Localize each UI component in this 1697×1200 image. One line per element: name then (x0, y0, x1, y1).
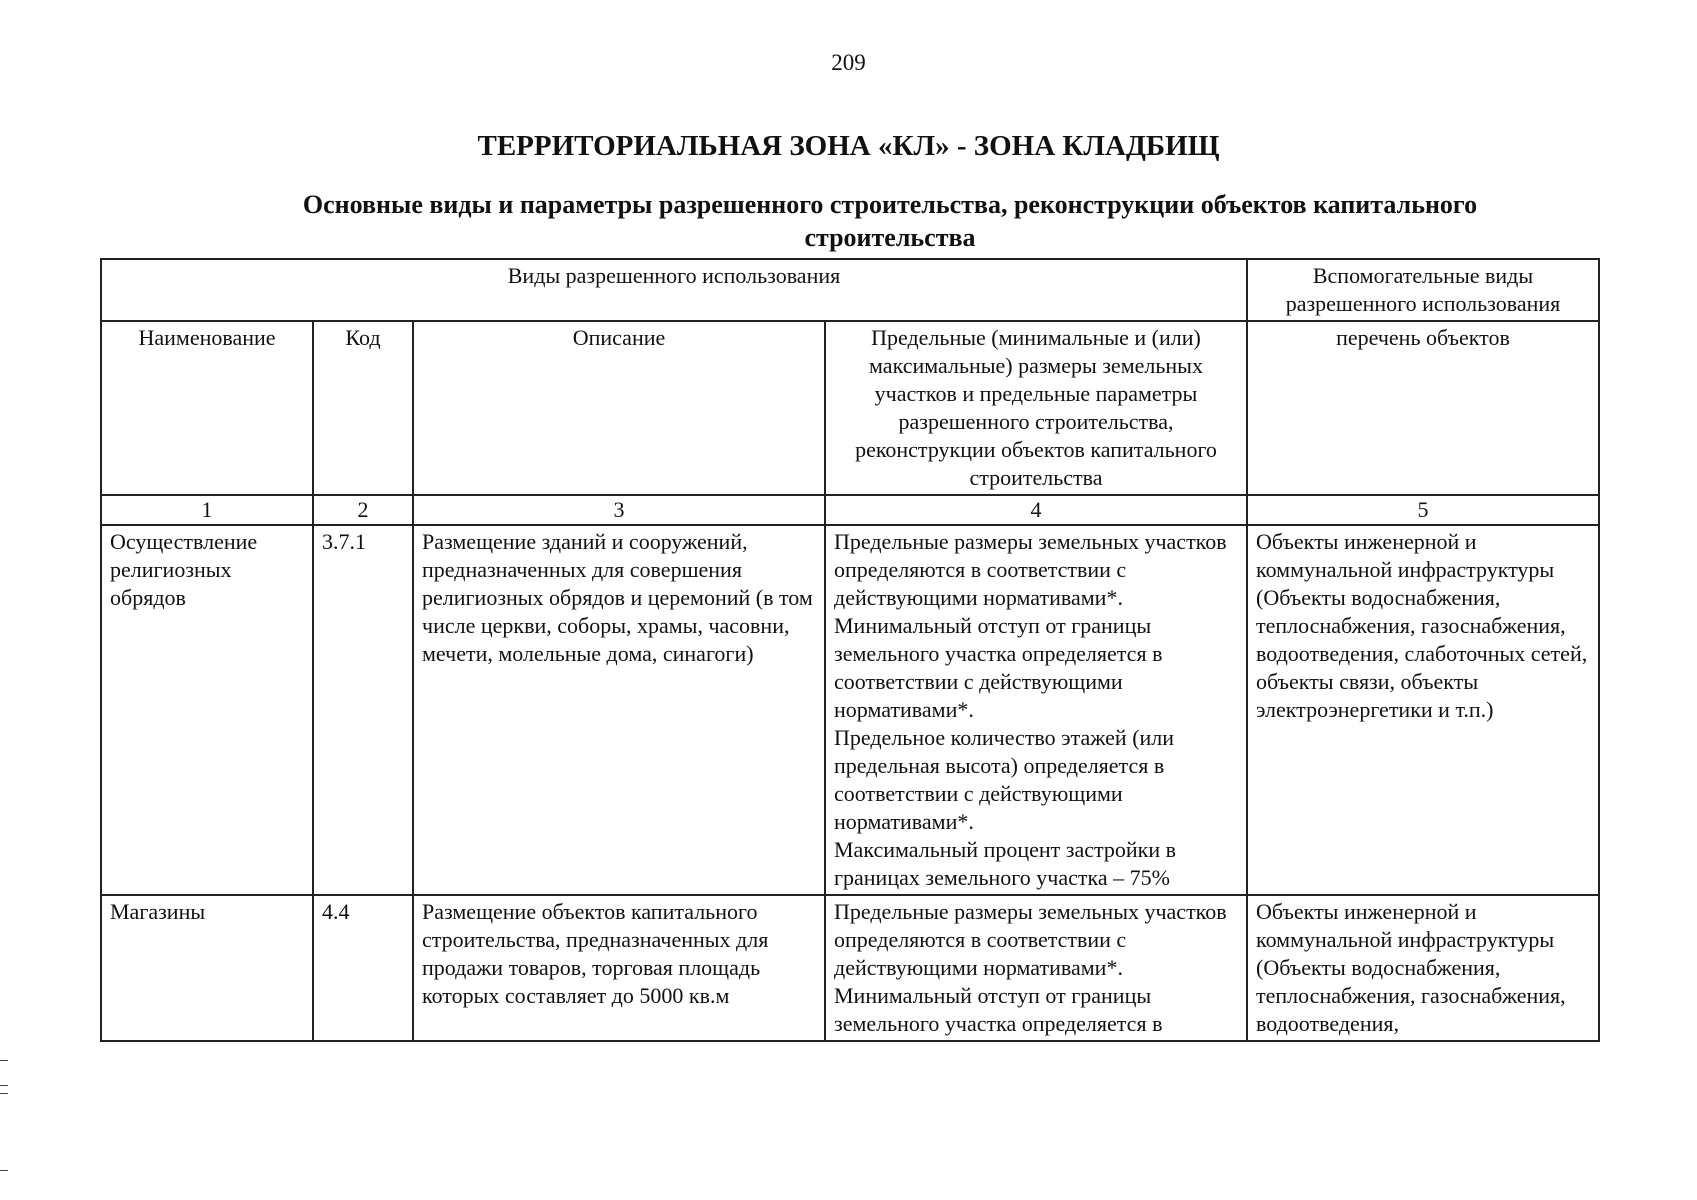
table-row (101, 895, 1599, 1041)
col-number: 1 (101, 495, 313, 525)
table-row (101, 525, 1599, 895)
row-description: Размещение зданий и сооружений, предназначенных для совершения религиозных обрядов и церемоний (в том числе церкви, соборы, храмы, часовни, мечети, молельные дома, синагоги) (413, 525, 825, 895)
group-header-main: Виды разрешенного использования (101, 259, 1247, 321)
col-header-name: Наименование (101, 321, 313, 495)
column-header-row (101, 321, 1599, 495)
row-name: Осуществление религиозных обрядов (101, 525, 313, 895)
margin-mark (0, 1093, 8, 1094)
regulations-table (100, 258, 1600, 1042)
row-name: Магазины (101, 895, 313, 1041)
row-description: Размещение объектов капитального строительства, предназначенных для продажи товаров, торговая площадь которых составляет до 5000 кв.м (413, 895, 825, 1041)
row-objects: Объекты инженерной и коммунальной инфраструктуры (Объекты водоснабжения, теплоснабжения, газоснабжения, водоотведения, слаботочных сетей, объекты связи, объекты электроэнергетики и т.п.) (1247, 525, 1599, 895)
margin-mark (0, 1060, 8, 1061)
col-number: 3 (413, 495, 825, 525)
col-header-code: Код (313, 321, 413, 495)
row-limits: Предельные размеры земельных участков определяются в соответствии с действующими нормативами*. Минимальный отступ от границы земельного участка определяется в соответствии с действующими нормативами*. Предельное количество этажей (или предельная высота) определяется в соответствии с действующими нормативами*. Максимальный процент застройки в границах земельного участка – 75% (825, 525, 1247, 895)
col-header-limits: Предельные (минимальные и (или) максимальные) размеры земельных участков и предельные параметры разрешенного строительства, реконструкции объектов капитального строительства (825, 321, 1247, 495)
row-code: 4.4 (313, 895, 413, 1041)
table-subtitle: Основные виды и параметры разрешенного строительства, реконструкции объектов капитального строительства (302, 190, 1478, 252)
row-objects: Объекты инженерной и коммунальной инфраструктуры (Объекты водоснабжения, теплоснабжения, газоснабжения, водоотведения, (1247, 895, 1599, 1041)
col-number: 4 (825, 495, 1247, 525)
margin-mark (0, 1170, 8, 1171)
group-header-row (101, 259, 1599, 321)
zone-title: ТЕРРИТОРИАЛЬНАЯ ЗОНА «КЛ» - ЗОНА КЛАДБИЩ (477, 130, 1220, 162)
margin-mark (0, 1085, 8, 1086)
group-header-aux: Вспомогательные виды разрешенного использования (1247, 259, 1599, 321)
row-code: 3.7.1 (313, 525, 413, 895)
column-number-row (101, 495, 1599, 525)
page-number: 209 (831, 50, 866, 75)
col-number: 2 (313, 495, 413, 525)
row-limits: Предельные размеры земельных участков определяются в соответствии с действующими нормативами*. Минимальный отступ от границы земельного участка определяется в (825, 895, 1247, 1041)
col-number: 5 (1247, 495, 1599, 525)
col-header-objects: перечень объектов (1247, 321, 1599, 495)
col-header-description: Описание (413, 321, 825, 495)
